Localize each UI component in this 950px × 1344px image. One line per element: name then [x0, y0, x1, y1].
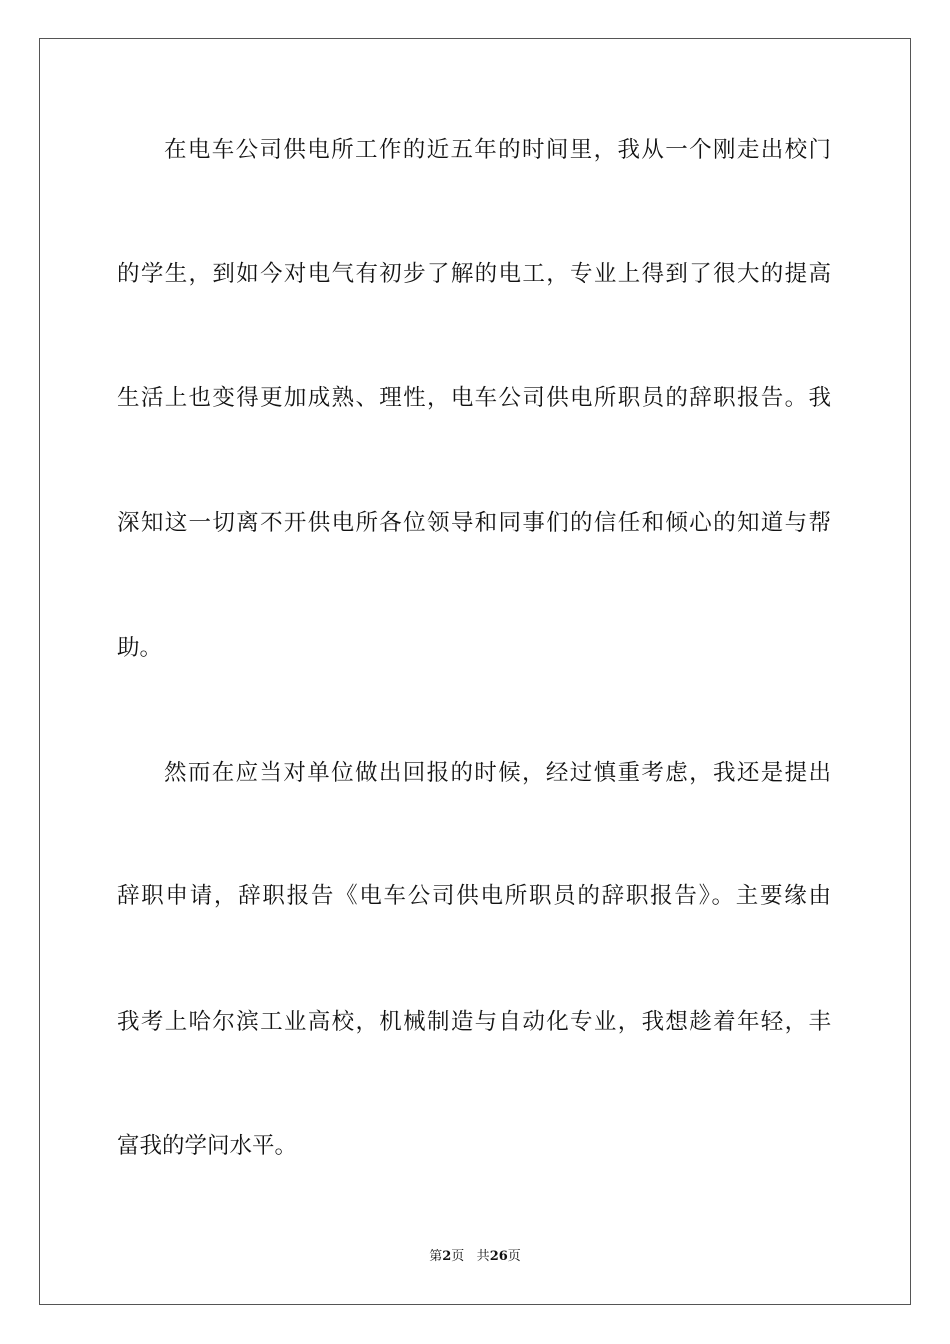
paragraph-line: 生活上也变得更加成熟、理性，电车公司供电所职员的辞职报告。我: [117, 385, 831, 411]
paragraph-line: 富我的学问水平。: [117, 1133, 298, 1159]
page-number: 2: [442, 1249, 452, 1264]
paragraph-line: 助。: [117, 635, 163, 661]
page-footer: [0, 1248, 950, 1266]
total-pages: 26: [489, 1249, 508, 1264]
paragraph-line: 然而在应当对单位做出回报的时候，经过慎重考虑，我还是提出: [164, 760, 831, 786]
paragraph-line: 在电车公司供电所工作的近五年的时间里，我从一个刚走出校门: [164, 137, 831, 163]
paragraph-line: 辞职申请，辞职报告《电车公司供电所职员的辞职报告》。主要缘由: [117, 883, 831, 909]
paragraph-line: 我考上哈尔滨工业高校，机械制造与自动化专业，我想趁着年轻，丰: [117, 1009, 831, 1035]
page-border: [39, 38, 911, 1305]
page-suffix: 页: [451, 1249, 465, 1264]
paragraph-line: 深知这一切离不开供电所各位领导和同事们的信任和倾心的知道与帮: [117, 510, 831, 536]
page-prefix: 第: [429, 1249, 443, 1264]
total-suffix: 页: [507, 1249, 521, 1264]
paragraph-line: 的学生，到如今对电气有初步了解的电工，专业上得到了很大的提高: [117, 261, 831, 287]
total-prefix: 共: [476, 1249, 490, 1264]
